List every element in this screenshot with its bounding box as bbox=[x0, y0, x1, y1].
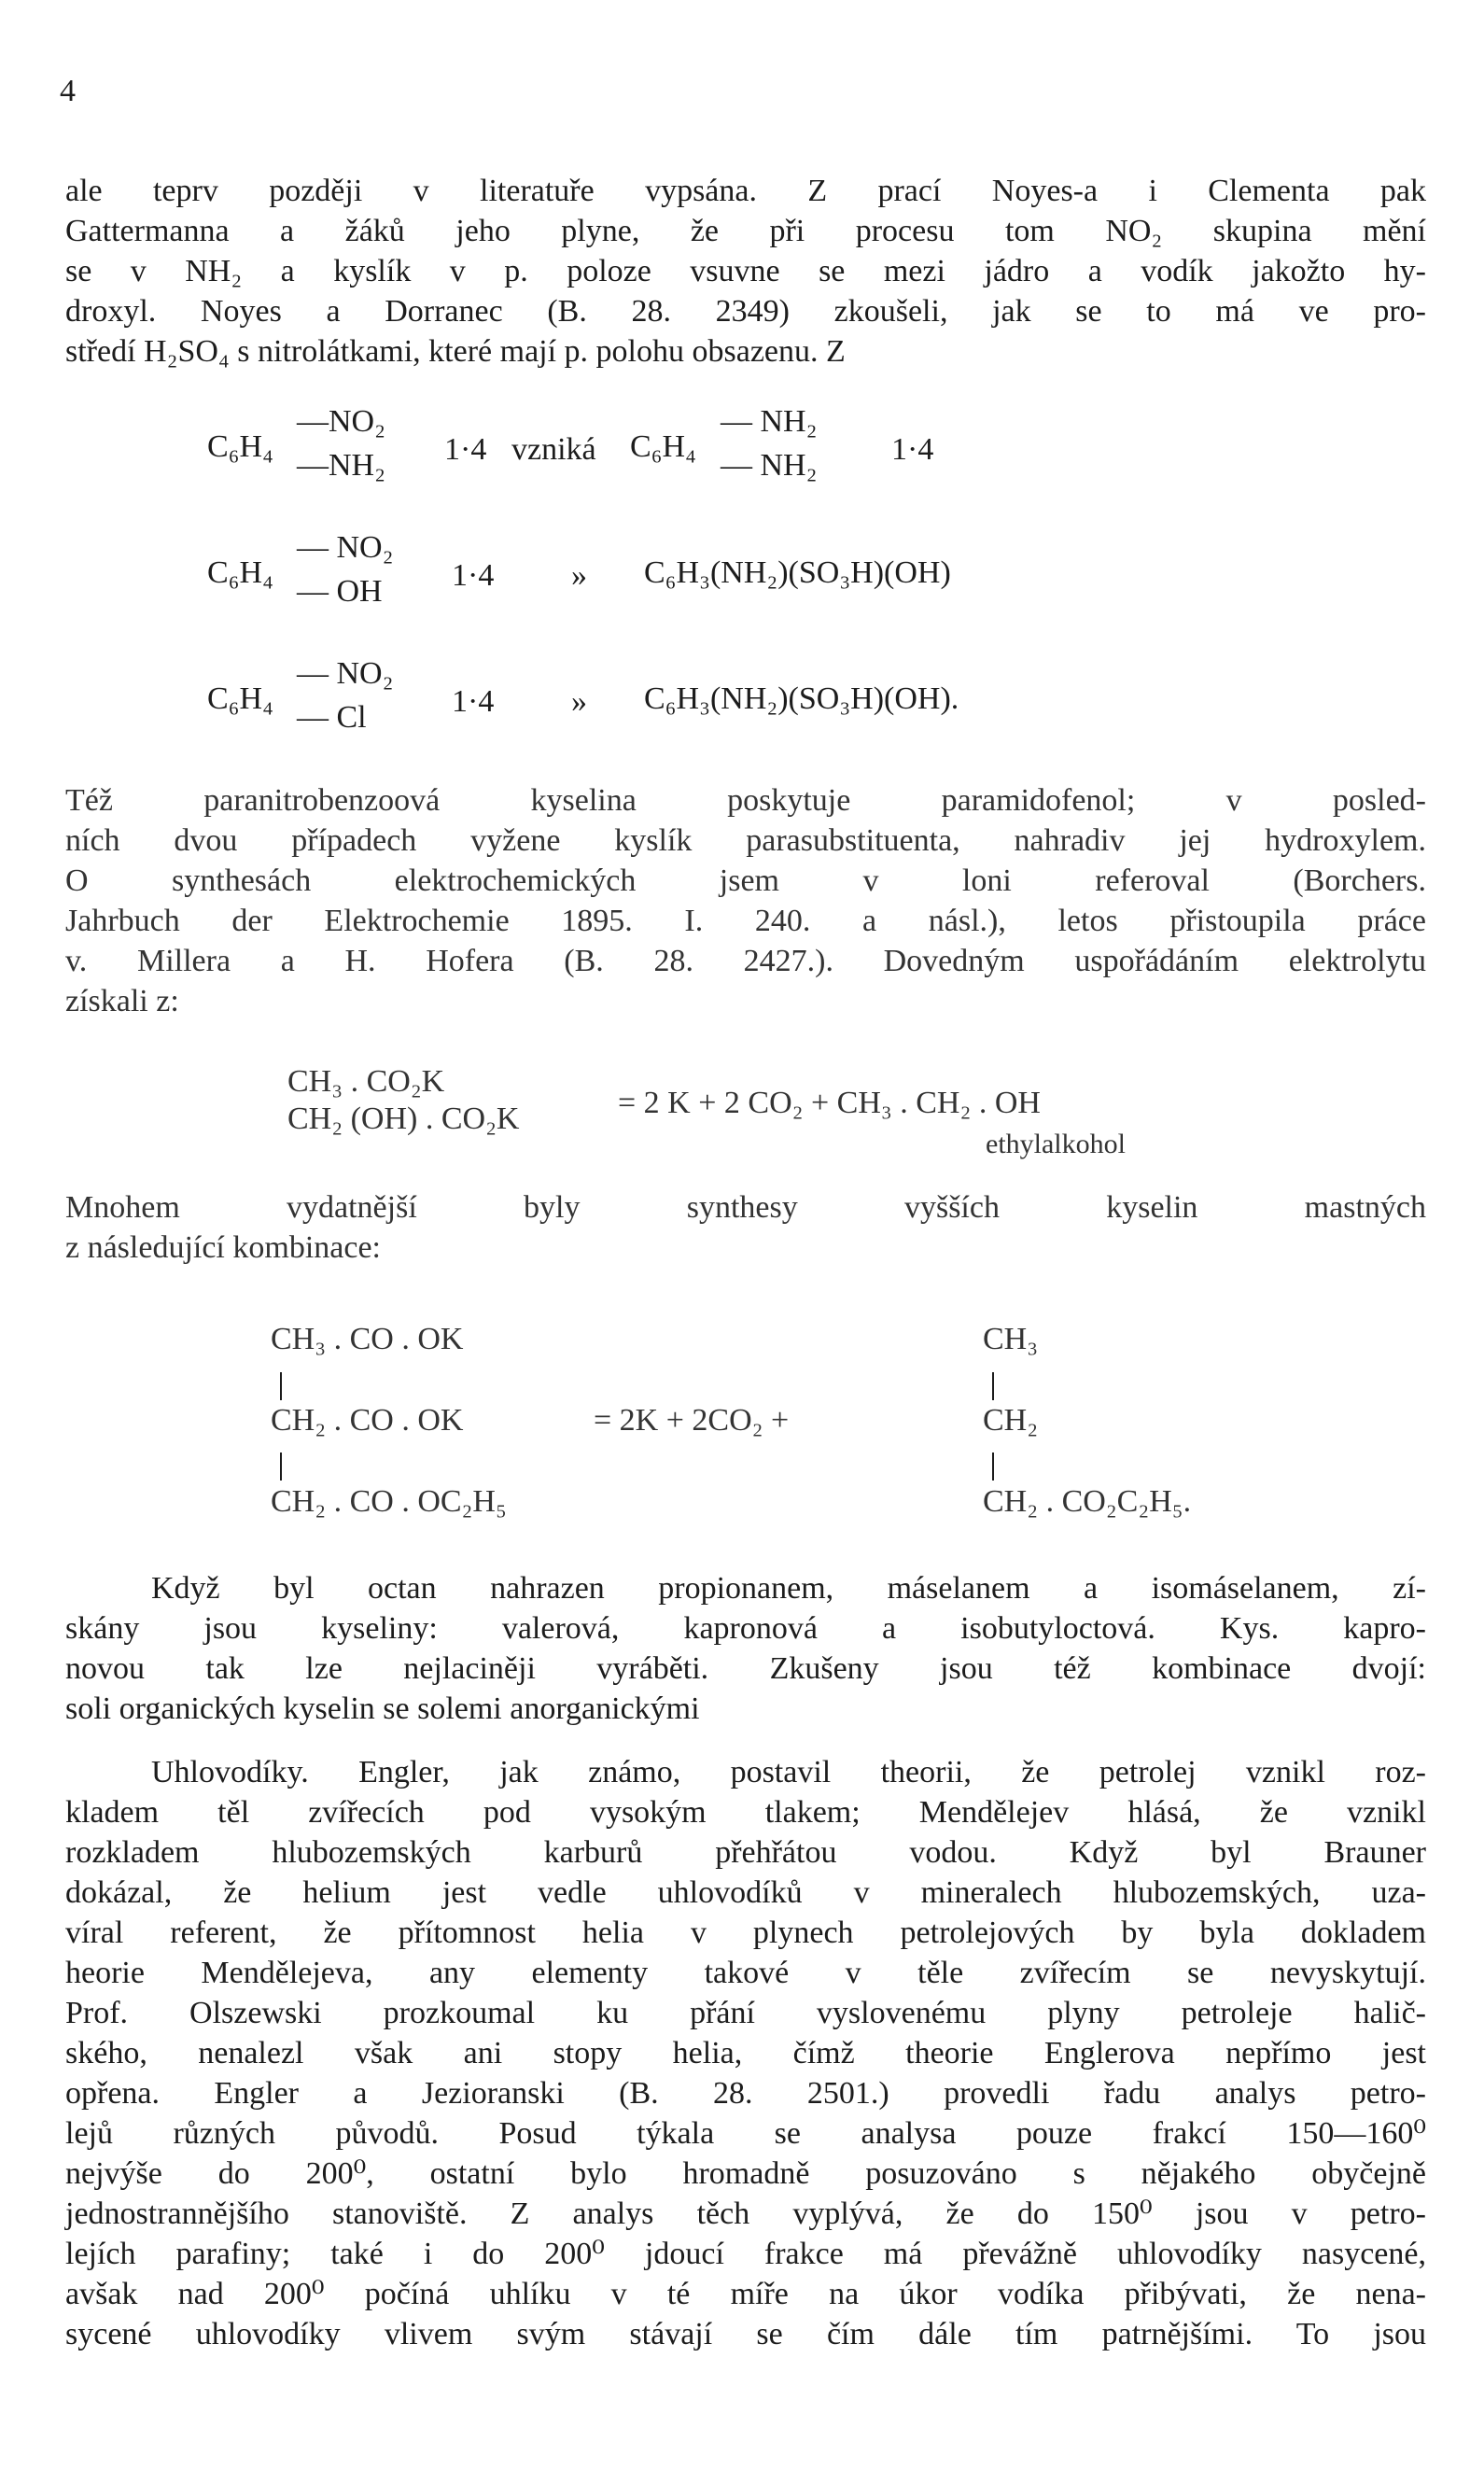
text-line: nejvýše do 200⁰, ostatní bylo hromadně posuzováno s nějakého obyčejně bbox=[65, 2156, 1426, 2191]
substituent-bottom: — NH₂ bbox=[721, 448, 818, 483]
text-line: v. Millera a H. Hofera (B. 28. 2427.). Dovedným uspořádáním elektrolytu bbox=[65, 944, 1426, 978]
text-line: ského, nenalezl však ani stopy helia, čímž theorie Englerova nepřímo jest bbox=[65, 2036, 1426, 2070]
text-line: jednostrannějšího stanoviště. Z analys těch vyplývá, že do 150⁰ jsou v petro- bbox=[65, 2196, 1426, 2231]
text-line: středí H₂SO₄ s nitrolátkami, které mají p. polohu obsazenu. Z bbox=[65, 334, 846, 369]
position-label: 1·4 bbox=[452, 558, 495, 593]
formula-product: C₆H₃(NH₂)(SO₃H)(OH) bbox=[644, 555, 951, 590]
text-line: soli organických kyselin se solemi anorganickými bbox=[65, 1691, 700, 1726]
text-line: droxyl. Noyes a Dorranec (B. 28. 2349) zkoušeli, jak se to má ve pro- bbox=[65, 294, 1426, 329]
text-line: Mnohem vydatnější byly synthesy vyšších kyselin mastných bbox=[65, 1190, 1426, 1225]
text-line: Též paranitrobenzoová kyselina poskytuje paramidofenol; v posled- bbox=[65, 783, 1426, 818]
formula-product: C₆H₃(NH₂)(SO₃H)(OH). bbox=[644, 681, 959, 716]
text-line: opřena. Engler a Jezioranski (B. 28. 2501.) provedli řadu analys petro- bbox=[65, 2076, 1426, 2111]
substituent-bottom: — Cl bbox=[297, 700, 367, 735]
text-line: Uhlovodíky. Engler, jak známo, postavil theorii, že petrolej vznikl roz- bbox=[151, 1755, 1426, 1789]
product-line: CH₃ bbox=[983, 1322, 1039, 1356]
substituent-bottom: — OH bbox=[297, 574, 383, 609]
text-line: ních dvou případech vyžene kyslík parasubstituenta, nahradiv jej hydroxylem. bbox=[65, 823, 1426, 858]
formula-base: C₆H₄ bbox=[630, 429, 696, 464]
text-line: Prof. Olszewski prozkoumal ku přání vyslovenému plyny petroleje halič- bbox=[65, 1996, 1426, 2030]
paragraph-higher-acids bbox=[65, 1187, 1426, 1268]
text-line: víral referent, že přítomnost helia v plynech petrolejových by byla dokladem bbox=[65, 1916, 1426, 1950]
product-line: CH₂ . CO₂C₂H₅. bbox=[983, 1484, 1192, 1519]
bond-line bbox=[992, 1372, 994, 1400]
equation-rhs: = 2 K + 2 CO₂ + CH₃ . CH₂ . OH bbox=[618, 1086, 1041, 1120]
product-label: ethylalkohol bbox=[986, 1129, 1126, 1159]
paragraph-butyrate bbox=[65, 1568, 1426, 1729]
formula-word: vzniká bbox=[511, 432, 596, 467]
text-line: z následující kombinace: bbox=[65, 1230, 381, 1265]
text-line: Gattermanna a žáků jeho plyne, že při procesu tom NO₂ skupina mění bbox=[65, 214, 1426, 248]
bond-line bbox=[280, 1372, 282, 1400]
text-line: dokázal, že helium jest vedle uhlovodíků v mineralech hlubozemských, uza- bbox=[65, 1875, 1426, 1910]
substituent-top: — NO₂ bbox=[297, 656, 394, 691]
text-line: sycené uhlovodíky vlivem svým stávají se čím dále tím patrnějšími. To jsou bbox=[65, 2317, 1426, 2351]
text-line: Jahrbuch der Elektrochemie 1895. I. 240. a násl.), letos přistoupila práce bbox=[65, 904, 1426, 938]
guillemet: » bbox=[571, 558, 587, 593]
reactant-line: CH₂ . CO . OC₂H₅ bbox=[271, 1484, 507, 1519]
text-line: kladem těl zvířecích pod vysokým tlakem; Mendělejev hlásá, že vznikl bbox=[65, 1795, 1426, 1830]
guillemet: » bbox=[571, 684, 587, 719]
text-line: rozkladem hlubozemských karburů přehřátou vodou. Když byl Brauner bbox=[65, 1835, 1426, 1870]
substituent-top: — NO₂ bbox=[297, 530, 394, 565]
text-line: lejů různých původů. Posud týkala se analysa pouze frakcí 150—160⁰ bbox=[65, 2116, 1426, 2151]
reactant-bottom: CH₂ (OH) . CO₂K bbox=[287, 1102, 520, 1136]
bond-line bbox=[280, 1453, 282, 1481]
formula-base: C₆H₄ bbox=[207, 555, 273, 590]
substituent-top: —NO₂ bbox=[297, 404, 385, 439]
page-number: 4 bbox=[60, 74, 76, 108]
substituent-top: — NH₂ bbox=[721, 404, 818, 439]
formula-base: C₆H₄ bbox=[207, 681, 273, 716]
text-line: heorie Mendělejeva, any elementy takové v těle zvířecím se nevyskytují. bbox=[65, 1956, 1426, 1990]
text-line: získali z: bbox=[65, 984, 179, 1018]
position-label: 1·4 bbox=[452, 684, 495, 719]
text-line: lejích parafiny; také i do 200⁰ jdoucí frakce má převážně uhlovodíky nasycené, bbox=[65, 2237, 1426, 2271]
reactant-line: CH₃ . CO . OK bbox=[271, 1322, 464, 1356]
reactant-line: CH₂ . CO . OK bbox=[271, 1403, 464, 1438]
position-label: 1·4 bbox=[891, 432, 934, 467]
text-line: se v NH₂ a kyslík v p. poloze vsuvne se mezi jádro a vodík jakožto hy- bbox=[65, 254, 1426, 288]
text-line: O synthesách elektrochemických jsem v loni referoval (Borchers. bbox=[65, 863, 1426, 898]
paragraph-synthesis bbox=[65, 780, 1426, 1021]
paragraph-hydrocarbons bbox=[65, 1752, 1426, 2354]
text-line: avšak nad 200⁰ počíná uhlíku v té míře na úkor vodíka přibývati, že nena- bbox=[65, 2277, 1426, 2311]
formula-base: C₆H₄ bbox=[207, 429, 273, 464]
substituent-bottom: —NH₂ bbox=[297, 448, 385, 483]
bond-line bbox=[992, 1453, 994, 1481]
position-label: 1·4 bbox=[444, 432, 487, 467]
text-line: novou tak lze nejlaciněji vyráběti. Zkušeny jsou též kombinace dvojí: bbox=[65, 1651, 1426, 1686]
reactant-top: CH₃ . CO₂K bbox=[287, 1064, 445, 1099]
equation-mid: = 2K + 2CO₂ + bbox=[594, 1403, 790, 1438]
text-line: Když byl octan nahrazen propionanem, máselanem a isomáselanem, zí- bbox=[151, 1571, 1426, 1606]
product-line: CH₂ bbox=[983, 1403, 1039, 1438]
text-line: ale teprv později v literatuře vypsána. Z prací Noyes-a i Clementa pak bbox=[65, 174, 1426, 208]
text-line: skány jsou kyseliny: valerová, kapronová a isobutyloctová. Kys. kapro- bbox=[65, 1611, 1426, 1646]
paragraph-intro bbox=[65, 171, 1426, 372]
